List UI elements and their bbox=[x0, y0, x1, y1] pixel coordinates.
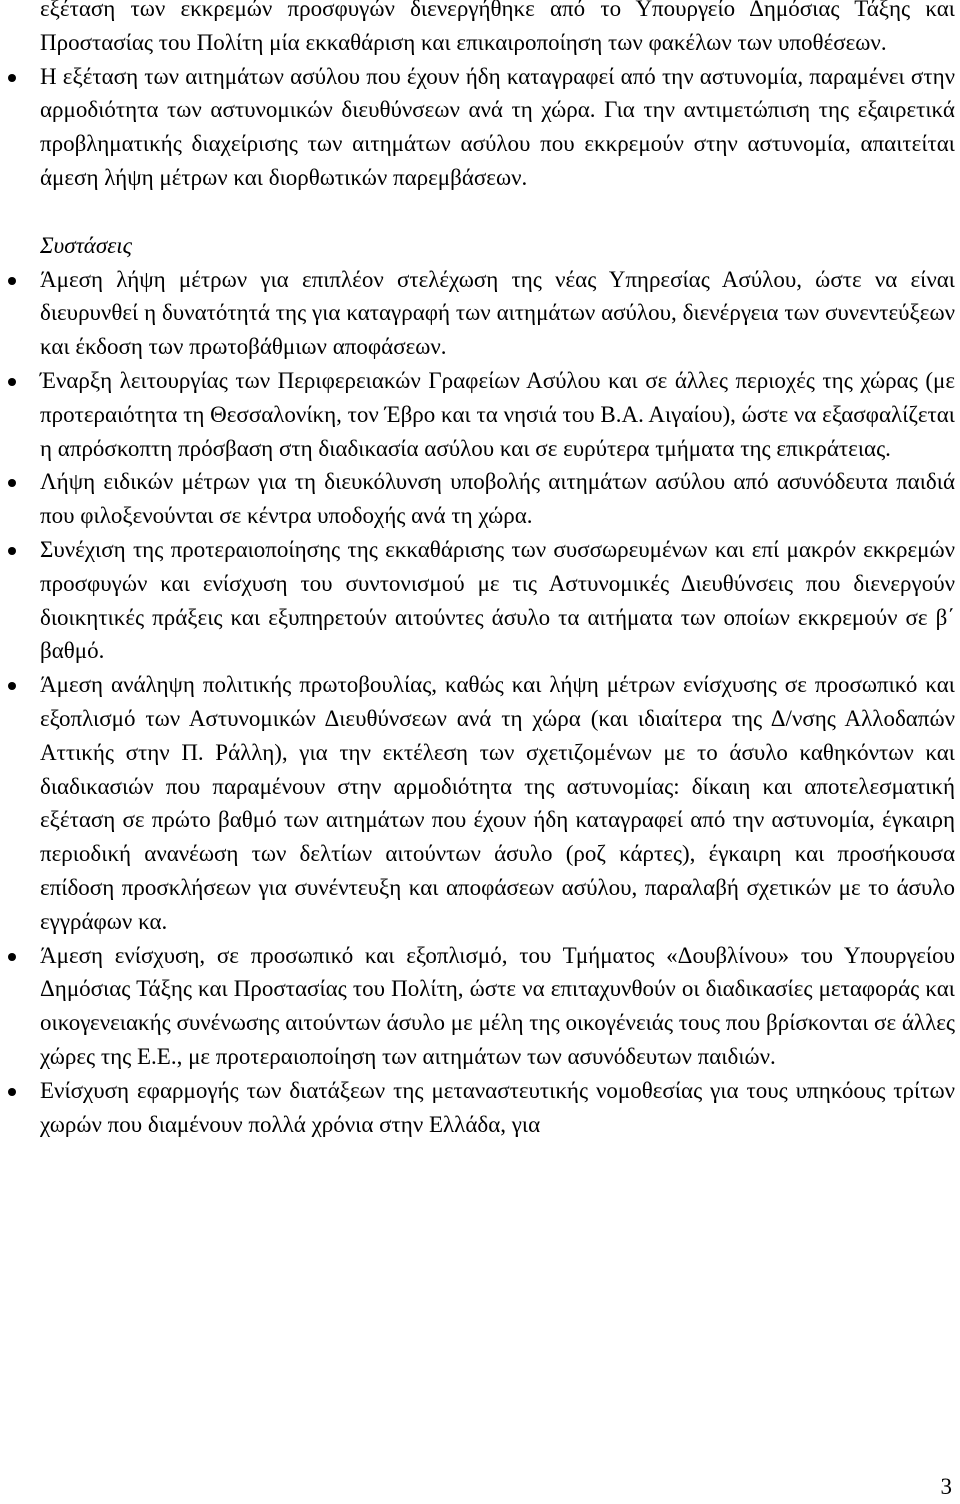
bullet-icon bbox=[8, 682, 16, 690]
bullet-icon bbox=[8, 547, 16, 555]
section-heading: Συστάσεις bbox=[40, 232, 132, 258]
list-item-text: Λήψη ειδικών μέτρων για τη διευκόλυνση υποβολής αιτημάτων ασύλου από ασυνόδευτα παιδιά που φιλοξενούνται σε κέντρα υποδοχής ανά τη χώρα. bbox=[40, 469, 955, 529]
list-item-text: Συνέχιση της προτεραιοποίησης της εκκαθάρισης των συσσωρευμένων και επί μακρόν εκκρεμών προσφυγών και ενίσχυση του συντονισμού με τις Αστυνομικές Διευθύνσεις που διενεργούν διοικητικές πράξεις και εξυπηρετούν αιτούντες άσυλο τα αιτήματα των οποίων εκκρεμούν σε β΄ βαθμό. bbox=[40, 536, 955, 664]
list-item bbox=[40, 465, 955, 533]
page-body bbox=[40, 0, 955, 1141]
bullet-icon bbox=[8, 277, 16, 285]
list-item-text: Ενίσχυση εφαρμογής των διατάξεων της μεταναστευτικής νομοθεσίας για τους υπηκόους τρίτων χωρών που διαμένουν πολλά χρόνια στην Ελλάδα, για bbox=[40, 1077, 955, 1137]
list-item bbox=[40, 364, 955, 465]
list-item bbox=[40, 939, 955, 1074]
bullet-icon bbox=[8, 74, 16, 82]
list-item-text: Άμεση ανάληψη πολιτικής πρωτοβουλίας, καθώς και λήψη μέτρων ενίσχυσης σε προσωπικό και εξοπλισμό των Αστυνομικών Διευθύνσεων ανά τη χώρα (και ιδιαίτερα της Δ/νσης Αλλοδαπών Αττικής στην Π. Ράλλη), για την εκτέλεση των σχετιζομένων με το άσυλο καθηκόντων και διαδικασιών που παραμένουν στην αρμοδιότητα της αστυνομίας: δίκαιη και αποτελεσματική εξέταση σε πρώτο βαθμό των αιτημάτων που έχουν ήδη καταγραφεί από την αστυνομία, έγκαιρη περιοδική ανανέωση των δελτίων αιτούντων άσυλο (ροζ κάρτες), έγκαιρη και προσήκουσα επίδοση προσκλήσεων για συνέντευξη και αποφάσεων ασύλου, παραλαβή σχετικών με το άσυλο εγγράφων κα. bbox=[40, 672, 955, 934]
list-item-text: Η εξέταση των αιτημάτων ασύλου που έχουν ήδη καταγραφεί από την αστυνομία, παραμένει στην αρμοδιότητα των αστυνομικών διευθύνσεων ανά τη χώρα. Για την αντιμετώπιση της εξαιρετικά προβληματικής διαχείρισης των αιτημάτων ασύλου που εκκρεμούν στην αστυνομία, απαιτείται άμεση λήψη μέτρων και διορθωτικών παρεμβάσεων. bbox=[40, 63, 955, 190]
list-item bbox=[40, 60, 955, 195]
list-item-text: Άμεση λήψη μέτρων για επιπλέον στελέχωση της νέας Υπηρεσίας Ασύλου, ώστε να είναι διευρυνθεί η δυνατότητά της για καταγραφή των αιτημάτων ασύλου, διενέργεια των συνεντεύξεων και έκδοση των πρωτοβάθμιων αποφάσεων. bbox=[40, 266, 955, 360]
bullet-icon bbox=[8, 378, 16, 386]
bullet-icon bbox=[8, 953, 16, 961]
bullet-icon bbox=[8, 1088, 16, 1096]
list-item bbox=[40, 1074, 955, 1142]
continued-paragraph: εξέταση των εκκρεμών προσφυγών διενεργήθηκε από το Υπουργείο Δημόσιας Τάξης και Προστασίας του Πολίτη μία εκκαθάριση και επικαιροποίηση των φακέλων των υποθέσεων. bbox=[40, 0, 955, 55]
page-number: 3 bbox=[940, 1474, 952, 1499]
list-item bbox=[40, 668, 955, 938]
list-item bbox=[40, 263, 955, 364]
list-item-text: Άμεση ενίσχυση, σε προσωπικό και εξοπλισμό, του Τμήματος «Δουβλίνου» του Υπουργείου Δημόσιας Τάξης και Προστασίας του Πολίτη, ώστε να επιταχυνθούν οι διαδικασίες μεταφοράς και οικογενειακής συνένωσης αιτούντων άσυλο με μέλη της οικογένειάς τους που βρίσκονται σε άλλες χώρες της Ε.Ε., με προτεραιοποίηση των αιτημάτων των ασυνόδευτων παιδιών. bbox=[40, 942, 955, 1069]
bullet-icon bbox=[8, 479, 16, 487]
list-item bbox=[40, 533, 955, 668]
list-item-text: Έναρξη λειτουργίας των Περιφερειακών Γραφείων Ασύλου και σε άλλες περιοχές της χώρας (με προτεραιότητα τη Θεσσαλονίκη, τον Έβρο και τα νησιά του Β.Α. Αιγαίου), ώστε να εξασφαλίζεται η απρόσκοπτη πρόσβαση στη διαδικασία ασύλου και σε ευρύτερα τμήματα της επικράτειας. bbox=[40, 367, 955, 461]
